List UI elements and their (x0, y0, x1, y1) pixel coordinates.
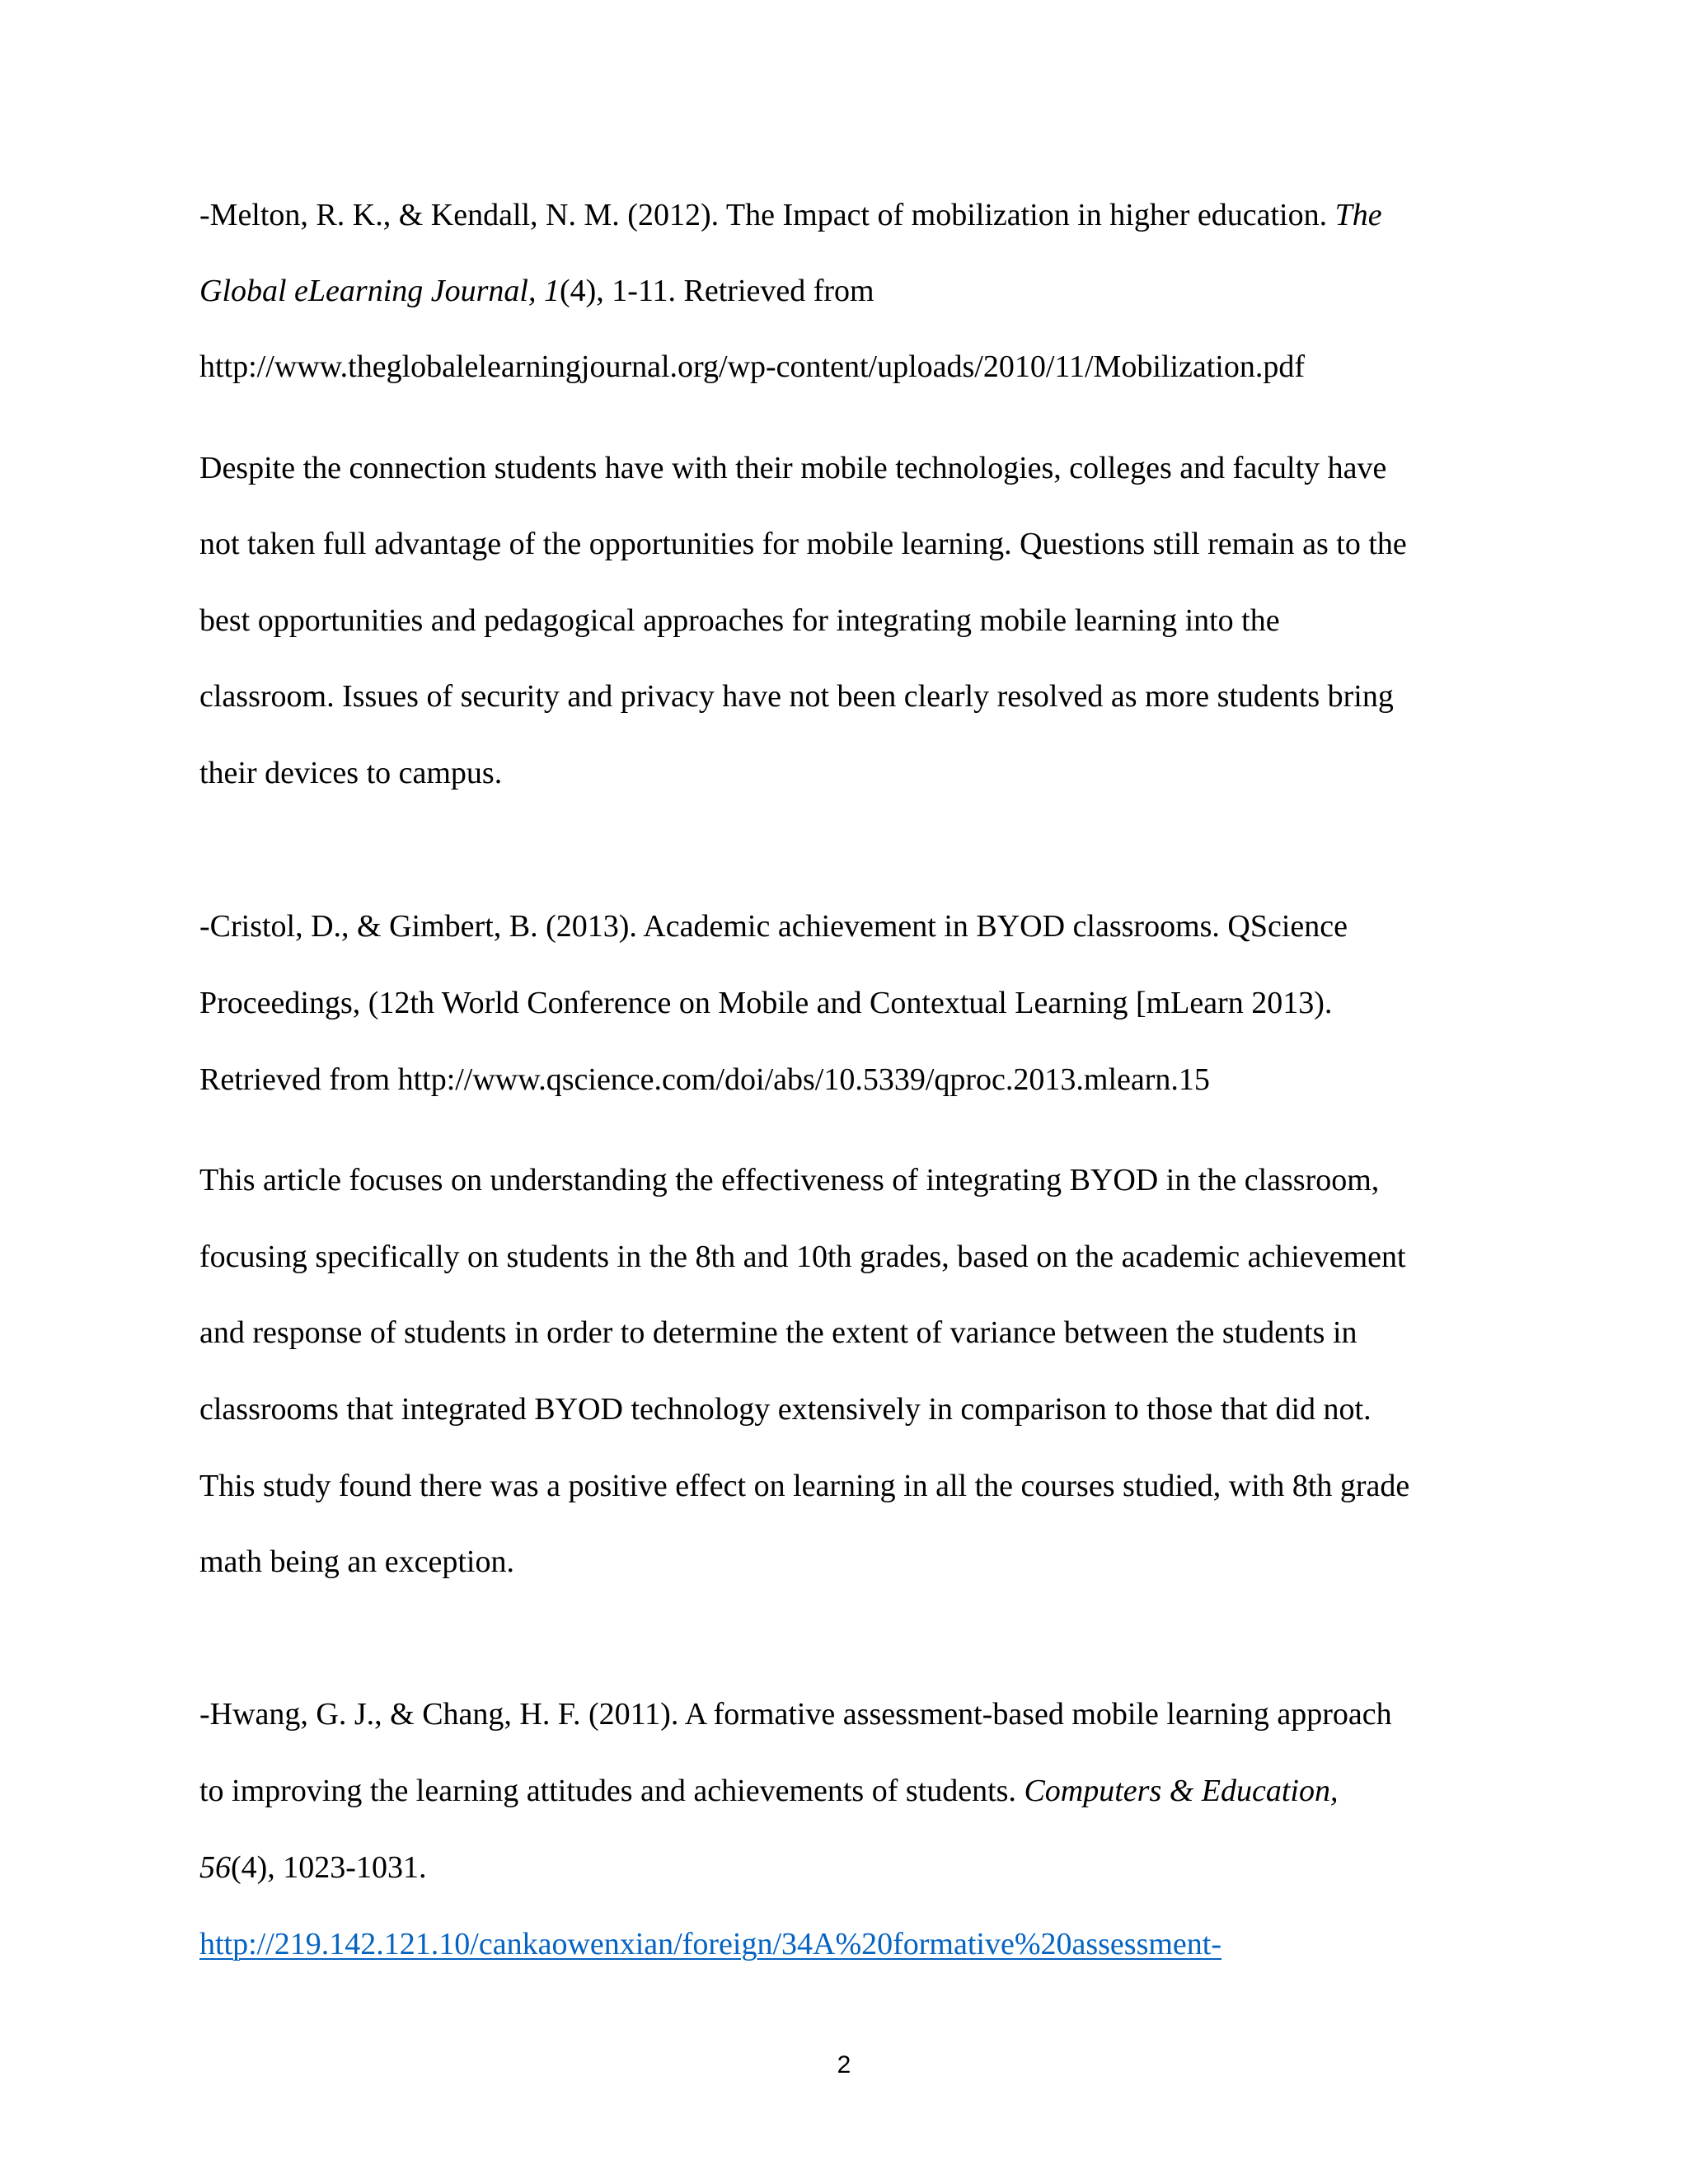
ref3-line-3 (199, 1849, 426, 1886)
ref1-line-1 (199, 196, 1382, 234)
para1-line-4: classroom. Issues of security and privacy have not been clearly resolved as more students bring (199, 679, 1394, 714)
ref1-citation-text: -Melton, R. K., & Kendall, N. M. (2012). The Impact of mobilization in higher education. (199, 198, 1335, 232)
ref1-url: http://www.theglobalelearningjournal.org/wp-content/uploads/2010/11/Mobilization.pdf (199, 349, 1306, 384)
para2-line-5: This study found there was a positive effect on learning in all the courses studied, with 8th grade (199, 1469, 1410, 1503)
ref1-journal-title-start: The (1334, 198, 1382, 232)
para1-line-2: not taken full advantage of the opportunities for mobile learning. Questions still remain as to the (199, 527, 1407, 561)
para2-line-2: focusing specifically on students in the 8th and 10th grades, based on the academic achievement (199, 1240, 1406, 1274)
ref3-citation-text: to improving the learning attitudes and achievements of students. (199, 1774, 1025, 1808)
para2-line-4: classrooms that integrated BYOD technology extensively in comparison to those that did not. (199, 1392, 1372, 1427)
ref2-line-1: -Cristol, D., & Gimbert, B. (2013). Academic achievement in BYOD classrooms. QScience (199, 909, 1348, 944)
ref1-journal-title-rest: Global eLearning Journal, 1 (199, 274, 560, 308)
para1-line-3: best opportunities and pedagogical approaches for integrating mobile learning into the (199, 603, 1280, 638)
para2-line-6: math being an exception. (199, 1544, 514, 1579)
para1-line-5: their devices to campus. (199, 756, 503, 790)
ref3-line-1: -Hwang, G. J., & Chang, H. F. (2011). A formative assessment-based mobile learning approach (199, 1697, 1392, 1732)
ref1-line-2 (199, 272, 874, 310)
ref2-line-3: Retrieved from http://www.qscience.com/doi/abs/10.5339/qproc.2013.mlearn.15 (199, 1062, 1210, 1097)
ref1-citation-details: (4), 1-11. Retrieved from (559, 274, 874, 308)
ref3-journal-title: Computers & Education, (1024, 1774, 1339, 1808)
para2-line-3: and response of students in order to determine the extent of variance between the students in (199, 1315, 1357, 1350)
para2-line-1: This article focuses on understanding the effectiveness of integrating BYOD in the classroom, (199, 1163, 1380, 1197)
ref3-link-line (199, 1925, 1221, 1963)
ref3-volume: 56 (199, 1850, 231, 1885)
page-number: 2 (837, 2051, 851, 2079)
ref2-line-2: Proceedings, (12th World Conference on Mobile and Contextual Learning [mLearn 2013). (199, 986, 1333, 1020)
ref3-pages: (4), 1023-1031. (231, 1850, 427, 1885)
ref3-line-2 (199, 1772, 1338, 1810)
para1-line-1: Despite the connection students have with their mobile technologies, colleges and faculty have (199, 451, 1387, 485)
ref3-hyperlink[interactable]: http://219.142.121.10/cankaowenxian/foreign/34A%20formative%20assessment- (199, 1927, 1222, 1961)
